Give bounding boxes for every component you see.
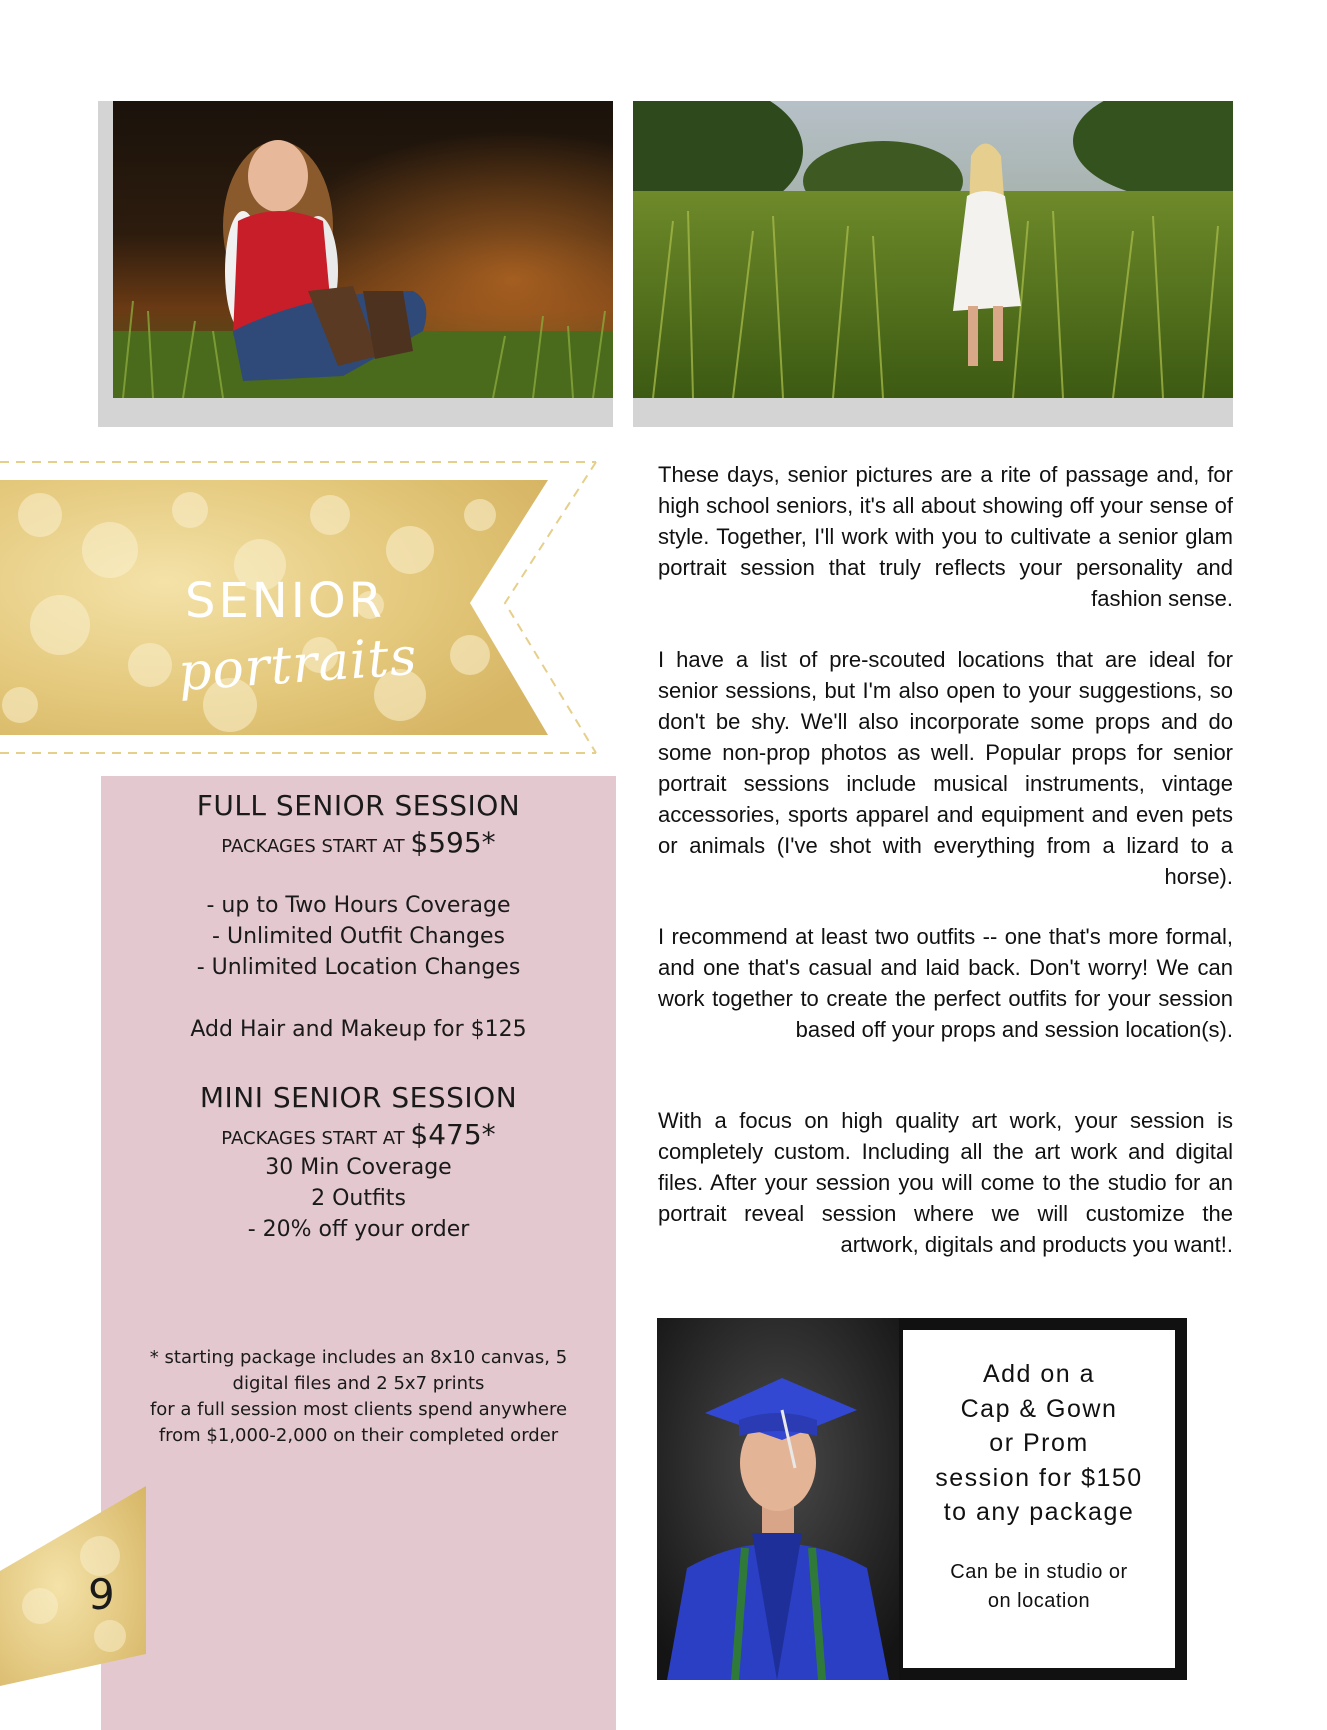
senior-photo-white-dress — [633, 101, 1233, 398]
mini-session-price-line — [101, 1118, 616, 1151]
senior-photo-red-vest — [113, 101, 613, 398]
location-line: Can be in studio or — [950, 1561, 1128, 1583]
footnote-line: for a full session most clients spend anywhere — [149, 1399, 568, 1420]
paragraph-locations: I have a list of pre-scouted locations that are ideal for senior sessions, but I'm also open to your suggestions, so don't be shy. We'll also incorporate some props and do some non-prop photos as well. Popular props for senior portrait sessions include musical instruments, vintage accessories, sports apparel and equipment and even pets or animals (I've shot with everything from a lizard to a horse). — [658, 647, 1233, 889]
feature-item: - Unlimited Outfit Changes — [212, 924, 505, 949]
mini-session-title: MINI SENIOR SESSION — [199, 1081, 518, 1114]
footnote-line: from $1,000-2,000 on their completed order — [158, 1425, 559, 1446]
feature-item: 2 Outfits — [311, 1186, 406, 1211]
paragraph-outfits: I recommend at least two outfits -- one that's more formal, and one that's casual and laid back. Don't worry! We can work together to create the perfect outfits for your session based off your props and session location(s). — [658, 924, 1233, 1042]
page-number: 9 — [88, 1570, 115, 1619]
full-session-title: FULL SENIOR SESSION — [196, 789, 521, 822]
full-session-features — [101, 890, 616, 983]
offer-line: to any package — [943, 1498, 1135, 1526]
page-corner-tab — [0, 1486, 146, 1686]
feature-item: 30 Min Coverage — [265, 1155, 452, 1180]
mini-session-packages-label: PACKAGES START AT — [221, 1128, 405, 1149]
feature-item: - up to Two Hours Coverage — [206, 893, 511, 918]
paragraph-custom: With a focus on high quality art work, your session is completely custom. Including all the art work and digital files. After your session you will come to the studio for an portrait reveal session where we will customize the artwork, digitals and products you want!. — [658, 1108, 1233, 1257]
feature-item: - 20% off your order — [247, 1217, 470, 1242]
footnote-line: digital files and 2 5x7 prints — [232, 1373, 485, 1394]
cap-gown-location-note — [903, 1558, 1175, 1616]
full-session-packages-label: PACKAGES START AT — [221, 836, 405, 857]
cap-and-gown-photo — [657, 1318, 899, 1680]
hair-makeup-addon: Add Hair and Makeup for $125 — [190, 1017, 527, 1042]
footnote-line: * starting package includes an 8x10 canvas, 5 — [149, 1347, 568, 1368]
full-session-price-line — [101, 826, 616, 859]
offer-line: session for $150 — [935, 1463, 1143, 1492]
full-session-price: $595* — [410, 826, 496, 859]
offer-line: Add on a — [982, 1360, 1096, 1388]
offer-line: Cap & Gown — [960, 1394, 1118, 1423]
offer-line: or Prom — [989, 1429, 1089, 1457]
paragraph-intro: These days, senior pictures are a rite of passage and, for high school seniors, it's all about showing off your sense of style. Together, I'll work with you to cultivate a senior glam portrait session that truly reflects your personality and fashion sense. — [658, 462, 1233, 611]
banner-title: SENIOR — [185, 573, 385, 629]
location-line: on location — [987, 1590, 1091, 1612]
banner-script-text: portraits — [176, 626, 420, 704]
package-footnote — [101, 1345, 616, 1449]
mini-session-features — [101, 1152, 616, 1245]
feature-item: - Unlimited Location Changes — [196, 955, 521, 980]
mini-session-price: $475* — [410, 1118, 496, 1151]
cap-gown-offer-text — [903, 1357, 1175, 1530]
